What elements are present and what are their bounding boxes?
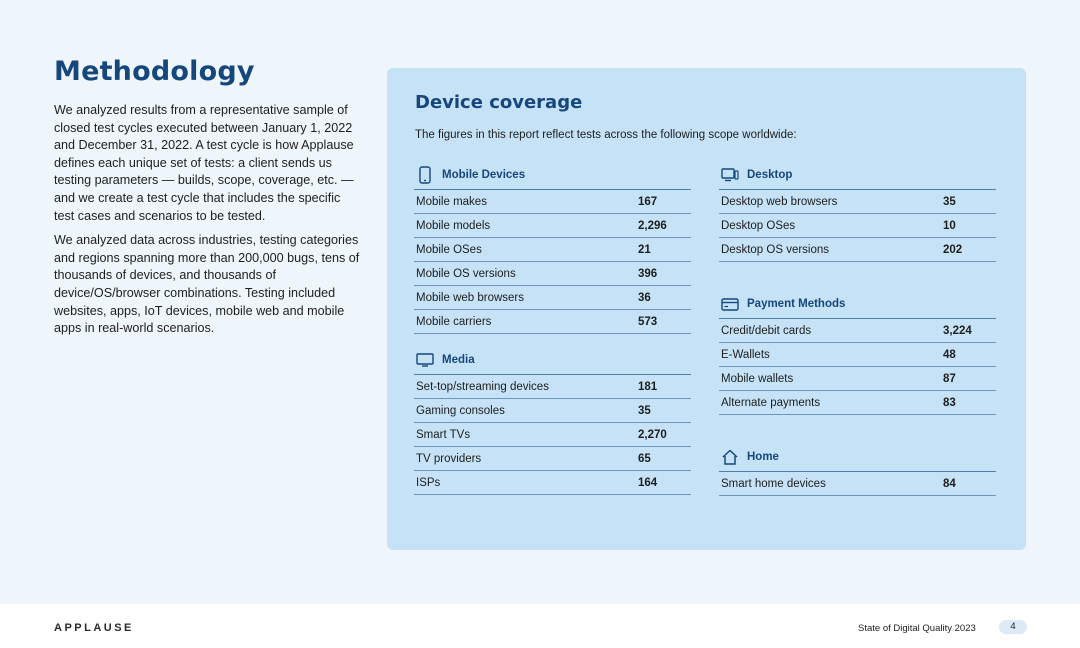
table-row <box>414 399 691 423</box>
row-value: 202 <box>943 243 963 256</box>
table-row <box>414 447 691 471</box>
smartphone-icon <box>416 166 434 184</box>
row-value: 573 <box>638 315 658 328</box>
row-label: Mobile models <box>416 219 491 232</box>
row-label: ISPs <box>416 476 441 489</box>
section-label: Media <box>442 354 475 366</box>
table-row <box>414 262 691 286</box>
table-row <box>719 343 996 367</box>
row-label: Mobile web browsers <box>416 291 525 304</box>
row-label: Mobile OSes <box>416 243 482 256</box>
row-label: Mobile wallets <box>721 372 794 385</box>
table-row <box>414 214 691 238</box>
row-label: Mobile OS versions <box>416 267 516 280</box>
section-label: Payment Methods <box>747 298 846 310</box>
row-label: Desktop OS versions <box>721 243 830 256</box>
coverage-right-column <box>719 163 996 510</box>
row-label: Gaming consoles <box>416 404 505 417</box>
credit-card-icon <box>721 295 739 313</box>
applause-logo: APPLAUSE <box>54 622 134 634</box>
table-row <box>414 375 691 399</box>
page-title: Methodology <box>54 56 255 87</box>
section-media <box>414 348 691 495</box>
section-header <box>719 445 996 472</box>
row-value: 164 <box>638 476 658 489</box>
row-label: Mobile carriers <box>416 315 492 328</box>
row-label: Smart home devices <box>721 477 826 490</box>
table-row <box>719 238 996 262</box>
desktop-icon <box>721 166 739 184</box>
row-label: E-Wallets <box>721 348 770 361</box>
table-row <box>414 423 691 447</box>
row-label: Mobile makes <box>416 195 487 208</box>
home-rows <box>719 472 996 496</box>
row-value: 84 <box>943 477 956 490</box>
row-value: 2,296 <box>638 219 667 232</box>
tv-icon <box>416 351 434 369</box>
row-label: Desktop OSes <box>721 219 796 232</box>
row-value: 65 <box>638 452 651 465</box>
row-label: Set-top/streaming devices <box>416 380 549 393</box>
table-row <box>719 214 996 238</box>
footer <box>0 604 1080 648</box>
row-label: Credit/debit cards <box>721 324 812 337</box>
section-mobile-devices <box>414 163 691 334</box>
methodology-paragraph-2: We analyzed data across industries, testing categories and regions spanning more than 200,000 bugs, tens of thousands of devices, and thousands of device/OS/browser combinations. Testing included websites, apps, IoT devices, mobile web and mobile apps in real-world scenarios. <box>54 233 360 336</box>
row-value: 396 <box>638 267 658 280</box>
section-label: Mobile Devices <box>442 169 526 181</box>
table-row <box>719 190 996 214</box>
row-value: 2,270 <box>638 428 667 441</box>
section-home <box>719 445 996 496</box>
row-label: TV providers <box>416 452 482 465</box>
table-row <box>719 319 996 343</box>
media-rows <box>414 375 691 495</box>
table-row <box>414 310 691 334</box>
row-label: Desktop web browsers <box>721 195 838 208</box>
section-desktop <box>719 163 996 262</box>
row-label: Alternate payments <box>721 396 821 409</box>
section-payment-methods <box>719 292 996 415</box>
device-coverage-panel <box>387 68 1026 550</box>
row-value: 48 <box>943 348 956 361</box>
mobile-rows <box>414 190 691 334</box>
section-header <box>719 292 996 319</box>
row-value: 83 <box>943 396 956 409</box>
table-row <box>719 472 996 496</box>
coverage-left-column <box>414 163 691 509</box>
device-coverage-subtitle: The figures in this report reflect tests across the following scope worldwide: <box>415 129 797 141</box>
row-value: 3,224 <box>943 324 972 337</box>
section-header <box>414 163 691 190</box>
row-value: 181 <box>638 380 658 393</box>
table-row <box>414 286 691 310</box>
home-icon <box>721 448 739 466</box>
row-value: 35 <box>638 404 651 417</box>
section-label: Desktop <box>747 169 793 181</box>
desktop-rows <box>719 190 996 262</box>
row-value: 21 <box>638 243 651 256</box>
methodology-text <box>54 102 362 345</box>
section-header <box>719 163 996 190</box>
methodology-paragraph-1: We analyzed results from a representative sample of closed test cycles executed between January 1, 2022 and December 31, 2022. A test cycle is how Applause defines each unique set of tests: a client sends us testing parameters — builds, scope, coverage, etc. — and we create a test cycle that includes the specific test cases and scenarios to be tested. <box>54 103 354 223</box>
table-row <box>414 238 691 262</box>
section-label: Home <box>747 451 779 463</box>
report-name: State of Digital Quality 2023 <box>858 623 976 634</box>
payment-rows <box>719 319 996 415</box>
row-value: 167 <box>638 195 658 208</box>
row-label: Smart TVs <box>416 428 471 441</box>
row-value: 36 <box>638 291 651 304</box>
section-header <box>414 348 691 375</box>
device-coverage-title: Device coverage <box>415 92 583 113</box>
row-value: 87 <box>943 372 956 385</box>
page-number: 4 <box>999 620 1027 634</box>
table-row <box>719 367 996 391</box>
row-value: 35 <box>943 195 956 208</box>
row-value: 10 <box>943 219 956 232</box>
table-row <box>414 471 691 495</box>
table-row <box>414 190 691 214</box>
table-row <box>719 391 996 415</box>
